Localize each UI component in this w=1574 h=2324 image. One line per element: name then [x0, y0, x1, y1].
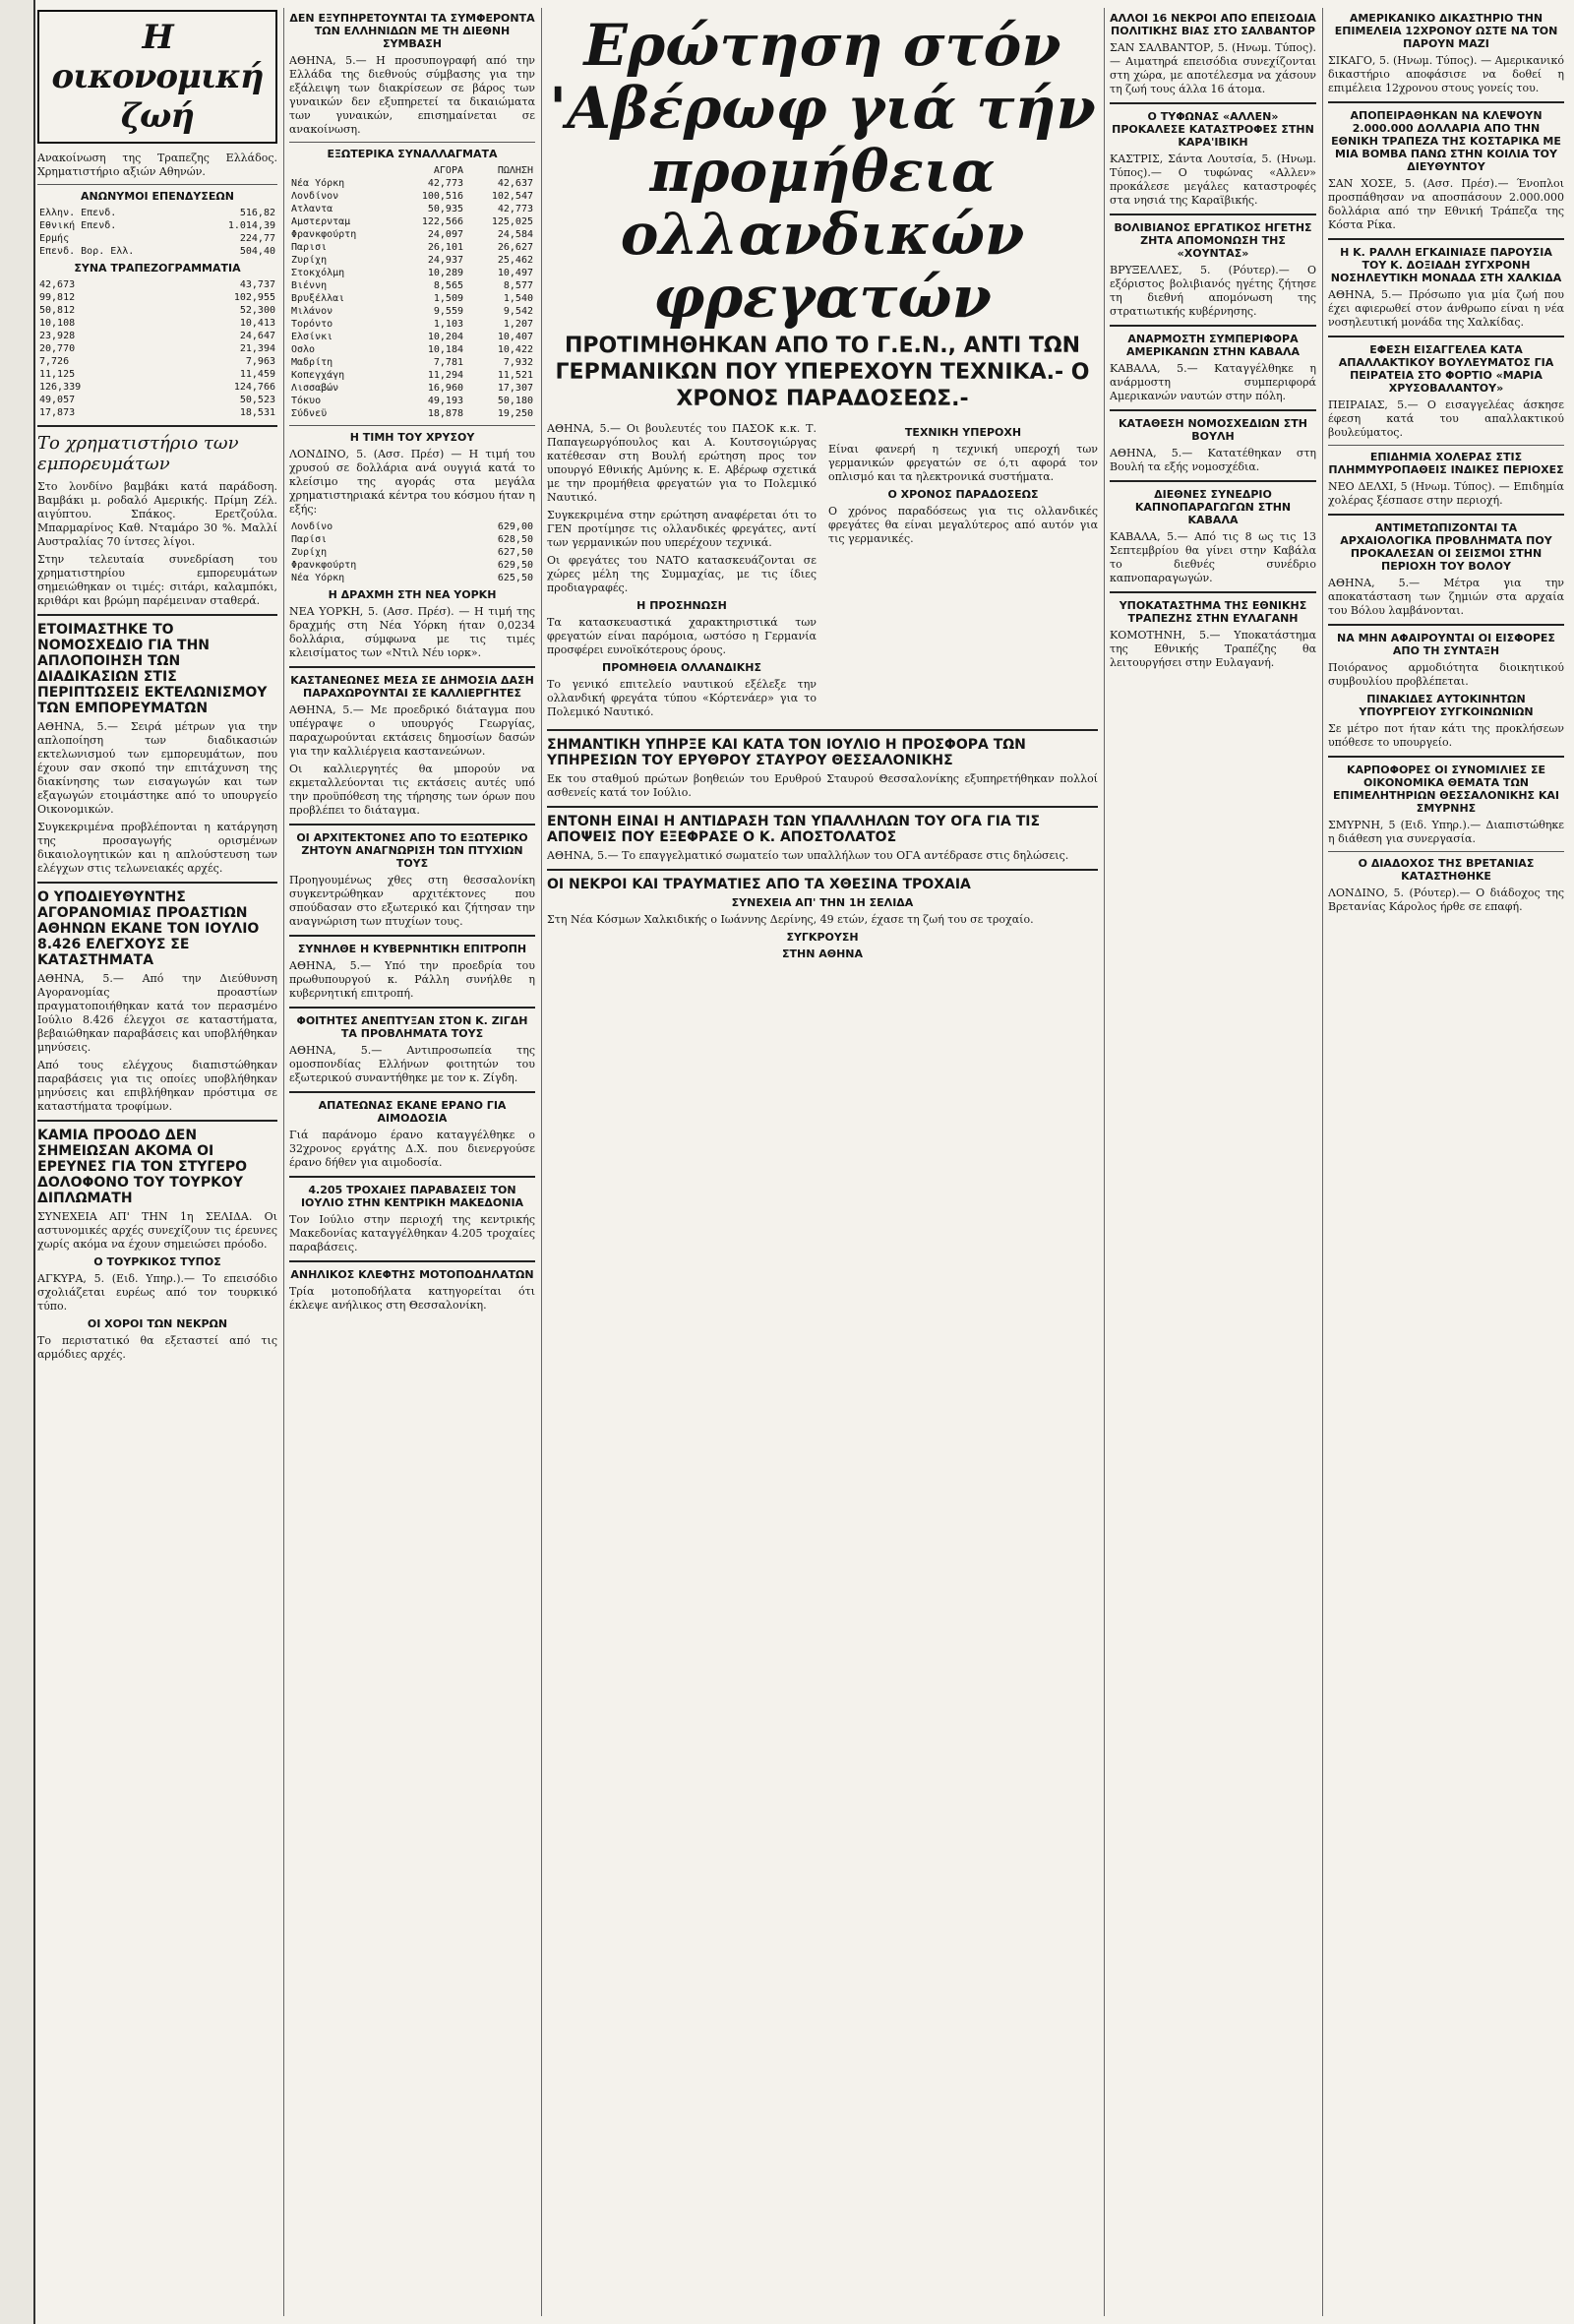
rate-name: Ζυρίχη: [291, 255, 328, 266]
main-subheadline: ΠΡΟΤΙΜΗΘΗΚΑΝ ΑΠΟ ΤΟ Γ.Ε.Ν., ΑΝΤΙ ΤΩΝ ΓΕΡΜΑΝΙΚΩΝ ΠΟΥ ΥΠΕΡΕΧΟΥΝ ΤΕΧΝΙΚΑ.- Ο ΧΡΟΝΟΣ ΠΑΡΑΔΟΣΕΩΣ.-: [555, 334, 1090, 411]
commodities-title: Το χρηματιστήριο των εμπορευμάτων: [37, 433, 239, 474]
accidents-continuation: ΣΥΝΕΧΕΙΑ ΑΠ' ΤΗΝ 1Η ΣΕΛΙΔΑ: [731, 896, 914, 909]
rate-name: Μιλάνον: [291, 306, 333, 317]
main-s4-title: Ο ΧΡΟΝΟΣ ΠΑΡΑΔΟΣΕΩΣ: [887, 488, 1039, 501]
rate-row: [289, 292, 535, 305]
market-inspections-headline: Ο ΥΠΟΔΙΕΥΘΥΝΤΗΣ ΑΓΟΡΑΝΟΜΙΑΣ ΠΡΟΑΣΤΙΩΝ ΑΘΗΝΩΝ ΕΚΑΝΕ ΤΟΝ ΙΟΥΛΙΟ 8.426 ΕΛΕΓΧΟΥΣ ΣΕ ΚΑΤΑΣΤΗΜΑΤΑ: [37, 889, 260, 968]
main-body-3: Οι φρεγάτες του ΝΑΤΟ κατασκευάζονται σε χώρες μέλη της Συμμαχίας, με τις ίδιες προδιαγραφές.: [547, 554, 817, 594]
rate-buy: 42,773: [427, 178, 463, 189]
newspaper-page: [37, 8, 1564, 2316]
gold-row: [289, 546, 535, 559]
rate-sell: 42,773: [497, 204, 533, 214]
salvador-body: ΣΑΝ ΣΑΛΒΑΝΤΟΡ, 5. (Ηνωμ. Τύπος).— Αιματηρά επεισόδια συνεχίζονται στη χώρα, με αποτέλεσμα να χάσουν τη ζωή τους άλλα 16 άτομα.: [1110, 41, 1316, 95]
rate-name: Λονδίνον: [291, 191, 339, 202]
rate-row: [289, 254, 535, 267]
committee-body: ΑΘΗΝΑ, 5.— Υπό την προεδρία του πρωθυπουργού κ. Ράλλη συνήλθε η κυβερνητική επιτροπή.: [289, 959, 535, 1000]
column-5: [1328, 8, 1564, 2316]
rate-sell: 19,250: [497, 408, 533, 419]
rate-sell: 1,540: [503, 293, 533, 304]
rate-sell: 42,637: [497, 178, 533, 189]
women-convention-headline: ΔΕΝ ΕΞΥΠΗΡΕΤΟΥΝΤΑΙ ΤΑ ΣΥΜΦΕΡΟΝΤΑ ΤΩΝ ΕΛΛΗΝΙΔΩΝ ΜΕ ΤΗ ΔΙΕΘΝΗ ΣΥΜΒΑΣΗ: [289, 12, 535, 50]
prince-body: ΛΟΝΔΙΝΟ, 5. (Ρόυτερ).— Ο διάδοχος της Βρετανίας Κάρολος ήρθε σε επαφή.: [1328, 887, 1564, 913]
gold-city: Ζυρίχη: [291, 547, 328, 558]
market-inspections-body-2: Από τους ελέγχους διαπιστώθηκαν παραβάσεις για τις οποίες υποβλήθηκαν μηνύσεις και επιβλήθηκαν πρόστιμα σε καταστήματα τροφίμων.: [37, 1059, 277, 1113]
rate-buy: 8,565: [433, 280, 463, 291]
rate-row: [289, 279, 535, 292]
rate-name: Λισσαβών: [291, 383, 339, 394]
column-4: [1110, 8, 1316, 2316]
rate-name: Οσλο: [291, 344, 316, 355]
rate-buy: 49,193: [427, 396, 463, 406]
rate-row: [289, 305, 535, 318]
pension-headline: ΝΑ ΜΗΝ ΑΦΑΙΡΟΥΝΤΑΙ ΟΙ ΕΙΣΦΟΡΕΣ ΑΠΟ ΤΗ ΣΥΝΤΑΞΗ: [1337, 632, 1555, 657]
rate-buy: 10,184: [427, 344, 463, 355]
rate-row: [289, 177, 535, 190]
gold-city: Νέα Υόρκη: [291, 573, 345, 583]
stock-table: Ελλην. Επενδ. 516,82 Εθνική Επενδ. 1.014,39 Ερμής 224,77 Επενδ. Βορ. Ελλ. 504,40: [39, 208, 275, 257]
accidents-collision-sub: ΣΥΓΚΡΟΥΣΗ: [786, 931, 859, 944]
kavala-americans-body: ΚΑΒΑΛΑ, 5.— Καταγγέλθηκε η ανάρμοστη συμπεριφορά Αμερικανών ναυτών στην πόλη.: [1110, 362, 1316, 402]
accidents-headline: ΟΙ ΝΕΚΡΟΙ ΚΑΙ ΤΡΑΥΜΑΤΙΕΣ ΑΠΟ ΤΑ ΧΘΕΣΙΝΑ ΤΡΟΧΑΙΑ: [547, 877, 971, 892]
gold-price: 627,50: [497, 547, 533, 558]
main-s1-title: Η ΠΡΟΣΗΝΩΣΗ: [636, 599, 727, 612]
students-body: ΑΘΗΝΑ, 5.— Αντιπροσωπεία της ομοσπονδίας Ελλήνων φοιτητών του εξωτερικού συναντήθηκε με τον κ. Ζίγδη.: [289, 1044, 535, 1084]
rate-name: Κοπεγχάγη: [291, 370, 345, 381]
rate-sell: 102,547: [491, 191, 533, 202]
rate-sell: 125,025: [491, 216, 533, 227]
rate-sell: 7,932: [503, 357, 533, 368]
gold-row: [289, 533, 535, 546]
rate-name: Στοκχόλμη: [291, 268, 345, 278]
rate-row: [289, 318, 535, 331]
volos-headline: ΑΝΤΙΜΕΤΩΠΙΖΟΝΤΑΙ ΤΑ ΑΡΧΑΙΟΛΟΓΙΚΑ ΠΡΟΒΛΗΜΑΤΑ ΠΟΥ ΠΡΟΚΑΛΕΣΑΝ ΟΙ ΣΕΙΣΜΟΙ ΣΤΗΝ ΠΕΡΙΟΧΗ ΤΟΥ ΒΟΛΟΥ: [1340, 521, 1552, 573]
moped-thief-body: Τρία μοτοποδήλατα κατηγορείται ότι έκλεψε ανήλικος στη Θεσσαλονίκη.: [289, 1285, 535, 1312]
plates-headline: ΠΙΝΑΚΙΔΕΣ ΑΥΤΟΚΙΝΗΤΩΝ ΥΠΟΥΡΓΕΙΟΥ ΣΥΓΚΟΙΝΩΝΙΩΝ: [1359, 693, 1534, 718]
bills-body: ΑΘΗΝΑ, 5.— Κατατέθηκαν στη Βουλή τα εξής νομοσχέδια.: [1110, 447, 1316, 473]
rate-sell: 25,462: [497, 255, 533, 266]
women-convention-body: ΑΘΗΝΑ, 5.— Η προσυπογραφή από την Ελλάδα της διεθνούς σύμβασης για την εξάλειψη των διακρίσεων σε βάρος των γυναικών δεν εξυπηρετεί τα δικαιώματα των γυναικών, επισημαίνεται σε ανακοίνωση.: [289, 54, 535, 136]
rate-buy: 122,566: [421, 216, 463, 227]
moped-thief-headline: ΑΝΗΛΙΚΟΣ ΚΛΕΦΤΗΣ ΜΟΤΟΠΟΔΗΛΑΤΩΝ: [290, 1268, 534, 1281]
rate-name: Μαδρίτη: [291, 357, 333, 368]
main-s2-title: ΠΡΟΜΗΘΕΙΑ ΟΛΛΑΝΔΙΚΗΣ: [601, 661, 762, 674]
rate-buy: 24,937: [427, 255, 463, 266]
gold-intro: ΛΟΝΔΙΝΟ, 5. (Ασσ. Πρέσ) — Η τιμή του χρυσού σε δολλάρια ανά ουγγιά κατά το κλείσιμο της αγοράς στα μεγάλα χρηματιστηριακά κέντρα του κόσμου ήταν η εξής:: [289, 448, 535, 516]
chestnut-body: ΑΘΗΝΑ, 5.— Με προεδρικό διάταγμα που υπέγραψε ο υπουργός Γεωργίας, παραχωρούνται εκτάσεις δημοσίων δασών για την καλλιέργεια καστανεώνων.: [289, 703, 535, 758]
stock-intro: Ανακοίνωση της Τραπεζης Ελλάδος. Χρηματιστήριο αξιών Αθηνών.: [37, 152, 277, 178]
accidents-body: Στη Νέα Κόσμων Χαλκιδικής ο Ιωάννης Δερίνης, 49 ετών, έχασε τη ζωή του σε τροχαίο.: [547, 913, 1034, 926]
main-s3-title: ΤΕΧΝΙΚΗ ΥΠΕΡΟΧΗ: [904, 426, 1022, 439]
rate-buy: 26,101: [427, 242, 463, 253]
smyrna-body: ΣΜΥΡΝΗ, 5 (Ειδ. Υπηρ.).— Διαπιστώθηκε η διάθεση για συνεργασία.: [1328, 819, 1564, 845]
customs-body-2: Συγκεκριμένα προβλέπονται η κατάργηση της προσαγωγής ορισμένων δικαιολογητικών και η απλούστευση των ελέγχων στις τελωνειακές αρχές.: [37, 821, 277, 875]
dead-horses-sub: ΟΙ ΧΟΡΟΙ ΤΩΝ ΝΕΚΡΩΝ: [87, 1317, 228, 1330]
rate-buy: 9,559: [433, 306, 463, 317]
rate-sell: 26,627: [497, 242, 533, 253]
smyrna-headline: ΚΑΡΠΟΦΟΡΕΣ ΟΙ ΣΥΝΟΜΙΛΙΕΣ ΣΕ ΟΙΚΟΝΟΜΙΚΑ ΘΕΜΑΤΑ ΤΩΝ ΕΠΙΜΕΛΗΤΗΡΙΩΝ ΘΕΣΣΑΛΟΝΙΚΗΣ ΚΑΙ ΣΜΥΡΝΗΣ: [1332, 764, 1560, 815]
rate-sell: 10,497: [497, 268, 533, 278]
stock-capital-header: ΑΝΩΝΥΜΟΙ ΕΠΕΝΔΥΣΕΩΝ: [81, 190, 234, 203]
drachma-body: ΝΕΑ ΥΟΡΚΗ, 5. (Ασσ. Πρέσ). — Η τιμή της δραχμής στη Νέα Υόρκη ήταν 0,0234 δολλάρια, σύμφωνα με τις τιμές κλεισίματος των «Ντιλ Νέυ ιορκ».: [289, 605, 535, 659]
rate-buy: 10,204: [427, 332, 463, 342]
bolivia-headline: ΒΟΛΙΒΙΑΝΟΣ ΕΡΓΑΤΙΚΟΣ ΗΓΕΤΗΣ ΖΗΤΑ ΑΠΟΜΟΝΩΣΗ ΤΗΣ «ΧΟΥΝΤΑΣ»: [1114, 221, 1312, 260]
rate-name: Φρανκφούρτη: [291, 229, 357, 240]
gold-row: [289, 520, 535, 533]
rate-sell: 10,407: [497, 332, 533, 342]
main-s2-body: Το γενικό επιτελείο ναυτικού εξέλεξε την ολλανδική φρεγάτα τύπου «Κόρτενάερ» για το Πολεμικό Ναυτικό.: [547, 678, 817, 718]
rate-row: [289, 369, 535, 382]
rate-name: Παρισι: [291, 242, 328, 253]
gold-city: Παρίσι: [291, 534, 328, 545]
rate-sell: 24,584: [497, 229, 533, 240]
rate-name: Αμστερνταμ: [291, 216, 351, 227]
bolivia-body: ΒΡΥΞΕΛΛΕΣ, 5. (Ρόυτερ).— Ο εξόριστος βολιβιανός ηγέτης ζήτησε τη διεθνή απομόνωση της στρατιωτικής κυβέρνησης.: [1110, 264, 1316, 318]
plates-body: Σε μέτρο ποτ ήταν κάτι της προκλήσεων υπόθεσε το υπουργείο.: [1328, 722, 1564, 749]
architects-headline: ΟΙ ΑΡΧΙΤΕΚΤΟΝΕΣ ΑΠΟ ΤΟ ΕΞΩΤΕΡΙΚΟ ΖΗΤΟΥΝ ΑΝΑΓΝΩΡΙΣΗ ΤΩΝ ΠΤΥΧΙΩΝ ΤΟΥΣ: [296, 831, 528, 870]
rate-row: [289, 382, 535, 395]
gold-price: 625,50: [497, 573, 533, 583]
rates-buy-header: ΑΓΟΡΑ: [433, 165, 463, 176]
gold-row: [289, 559, 535, 572]
costa-rica-headline: ΑΠΟΠΕΙΡΑΘΗΚΑΝ ΝΑ ΚΛΕΨΟΥΝ 2.000.000 ΔΟΛΛΑΡΙΑ ΑΠΟ ΤΗΝ ΕΘΝΙΚΗ ΤΡΑΠΕΖΑ ΤΗΣ ΚΟΣΤΑΡΙΚΑ ΜΕ ΜΙΑ ΒΟΜΒΑ ΠΑΝΩ ΣΤΗΝ ΚΟΙΛΙΑ ΤΟΥ ΔΙΕΥΘΥΝΤΟΥ: [1331, 109, 1561, 173]
commodities-body-2: Στην τελευταία συνεδρίαση του χρηματιστηρίου εμπορευμάτων σημειώθηκαν οι τιμές: σιτάρι, καλαμπόκι, κριθάρι και βρώμη παρέμειναν σταθερά.: [37, 553, 277, 607]
chestnut-headline: ΚΑΣΤΑΝΕΩΝΕΣ ΜΕΣΑ ΣΕ ΔΗΜΟΣΙΑ ΔΑΣΗ ΠΑΡΑΧΩΡΟΥΝΤΑΙ ΣΕ ΚΑΛΛΙΕΡΓΗΤΕΣ: [290, 674, 534, 700]
salvador-headline: ΑΛΛΟΙ 16 ΝΕΚΡΟΙ ΑΠΟ ΕΠΕΙΣΟΔΙΑ ΠΟΛΙΤΙΚΗΣ ΒΙΑΣ ΣΤΟ ΣΑΛΒΑΝΤΟΡ: [1110, 12, 1316, 37]
customs-headline: ΕΤΟΙΜΑΣΤΗΚΕ ΤΟ ΝΟΜΟΣΧΕΔΙΟ ΓΙΑ ΤΗΝ ΑΠΛΟΠΟΙΗΣΗ ΤΩΝ ΔΙΑΔΙΚΑΣΙΩΝ ΣΤΙΣ ΠΕΡΙΠΤΩΣΕΙΣ ΕΚΤΕΛΩΝΙΣΜΟΥ ΤΩΝ ΕΜΠΟΡΕΥΜΑΤΩΝ: [37, 622, 268, 716]
rate-buy: 10,289: [427, 268, 463, 278]
red-cross-headline: ΣΗΜΑΝΤΙΚΗ ΥΠΗΡΞΕ ΚΑΙ ΚΑΤΑ ΤΟΝ ΙΟΥΛΙΟ Η ΠΡΟΣΦΟΡΑ ΤΩΝ ΥΠΗΡΕΣΙΩΝ ΤΟΥ ΕΡΥΘΡΟΥ ΣΤΑΥΡΟΥ ΘΕΣΣΑΛΟΝΙΚΗΣ: [547, 737, 1026, 768]
rate-sell: 17,307: [497, 383, 533, 394]
rate-sell: 8,577: [503, 280, 533, 291]
typhoon-headline: Ο ΤΥΦΩΝΑΣ «ΑΛΛΕΝ» ΠΡΟΚΑΛΕΣΕ ΚΑΤΑΣΤΡΟΦΕΣ ΣΤΗΝ ΚΑΡΑ'ΙΒΙΚΗ: [1112, 110, 1314, 149]
gold-price: 628,50: [497, 534, 533, 545]
rate-row: [289, 267, 535, 279]
banknotes-table: 42,673 43,737 99,812 102,955 50,812 52,300 10,108 10,413 23,928 24,647 20,770 21,394 7,726 7,963 11,125 11,459 126,339 124,766 49,057 50,523 17,873 18,531: [39, 279, 275, 418]
students-headline: ΦΟΙΤΗΤΕΣ ΑΝΕΠΤΥΞΑΝ ΣΤΟΝ Κ. ΖΙΓΔΗ ΤΑ ΠΡΟΒΛΗΜΑΤΑ ΤΟΥΣ: [296, 1014, 528, 1040]
rate-name: Βιέννη: [291, 280, 328, 291]
rate-name: Σύδνεϋ: [291, 408, 328, 419]
cholera-headline: ΕΠΙΔΗΜΙΑ ΧΟΛΕΡΑΣ ΣΤΙΣ ΠΛΗΜΜΥΡΟΠΑΘΕΙΣ ΙΝΔΙΚΕΣ ΠΕΡΙΟΧΕΣ: [1328, 451, 1564, 476]
rate-name: Ελσίνκι: [291, 332, 333, 342]
rates-title: ΕΞΩΤΕΡΙΚΑ ΣΥΝΑΛΛΑΓΜΑΤΑ: [327, 148, 498, 160]
column-2: [289, 8, 535, 2316]
diplomat-murder-body: ΣΥΝΕΧΕΙΑ ΑΠ' ΤΗΝ 1η ΣΕΛΙΔΑ. Οι αστυνομικές αρχές συνεχίζουν τις έρευνες χωρίς ακόμα να έχουν σημειώσει πρόοδο.: [37, 1210, 277, 1251]
gold-title: Η ΤΙΜΗ ΤΟΥ ΧΡΥΣΟΥ: [349, 431, 475, 444]
main-story-columns: [547, 422, 1098, 723]
rate-row: [289, 343, 535, 356]
rate-row: [289, 241, 535, 254]
traffic-headline: 4.205 ΤΡΟΧΑΙΕΣ ΠΑΡΑΒΑΣΕΙΣ ΤΟΝ ΙΟΥΛΙΟ ΣΤΗΝ ΚΕΝΤΡΙΚΗ ΜΑΚΕΔΟΝΙΑ: [300, 1184, 524, 1209]
typhoon-body: ΚΑΣΤΡΙΣ, Σάντα Λουτσία, 5. (Ηνωμ. Τύπος).— Ο τυφώνας «Αλλεν» προκάλεσε μεγάλες καταστροφές στα νησιά της Καραϊβικής.: [1110, 153, 1316, 207]
custody-body: ΣΙΚΑΓΟ, 5. (Ηνωμ. Τύπος). — Αμερικανικό δικαστήριο αποφάσισε να δοθεί η επιμέλεια 12χρονου στους γονείς του.: [1328, 54, 1564, 94]
diplomat-murder-headline: ΚΑΜΙΑ ΠΡΟΟΔΟ ΔΕΝ ΣΗΜΕΙΩΣΑΝ ΑΚΟΜΑ ΟΙ ΕΡΕΥΝΕΣ ΓΙΑ ΤΟΝ ΣΤΥΓΕΡΟ ΔΟΛΟΦΟΝΟ ΤΟΥ ΤΟΥΡΚΟΥ ΔΙΠΛΩΜΑΤΗ: [37, 1128, 248, 1206]
main-story: [547, 8, 1098, 2316]
bank-branch-body: ΚΟΜΟΤΗΝΗ, 5.— Υποκατάστημα της Εθνικής Τραπέζης θα λειτουργήσει στην Ευλαγανή.: [1110, 629, 1316, 669]
column-1: [37, 8, 277, 2316]
turkish-press-sub: Ο ΤΟΥΡΚΙΚΟΣ ΤΥΠΟΣ: [93, 1255, 221, 1268]
kavala-americans-headline: ΑΝΑΡΜΟΣΤΗ ΣΥΜΠΕΡΙΦΟΡΑ ΑΜΕΡΙΚΑΝΩΝ ΣΤΗΝ ΚΑΒΑΛΑ: [1126, 333, 1300, 358]
main-story-col-a: [547, 422, 817, 723]
rate-name: Βρυξέλλαι: [291, 293, 345, 304]
rate-row: [289, 190, 535, 203]
gold-city: Φρανκφούρτη: [291, 560, 357, 571]
rate-name: Ατλαντα: [291, 204, 333, 214]
rate-sell: 10,422: [497, 344, 533, 355]
turkish-press-body: ΑΓΚΥΡΑ, 5. (Ειδ. Υπηρ.).— Το επεισόδιο σχολιάζεται ευρέως από τον τουρκικό τύπο.: [37, 1272, 277, 1313]
section-logo: Η οικονομική ζωή: [37, 10, 277, 144]
gold-city: Λονδίνο: [291, 521, 333, 532]
rate-buy: 18,878: [427, 408, 463, 419]
rate-name: Νέα Υόρκη: [291, 178, 345, 189]
fraudster-body: Γιά παράνομο έρανο καταγγέλθηκε ο 32χρονος εργάτης Δ.Χ. που διενεργούσε έρανο δήθεν για αιμοδοσία.: [289, 1129, 535, 1169]
rate-buy: 1,103: [433, 319, 463, 330]
bills-headline: ΚΑΤΑΘΕΣΗ ΝΟΜΟΣΧΕΔΙΩΝ ΣΤΗ ΒΟΥΛΗ: [1118, 417, 1308, 443]
main-body-1: ΑΘΗΝΑ, 5.— Οι βουλευτές του ΠΑΣΟΚ κ.κ. Τ. Παπαγεωργόπουλος και Α. Κουτσογιώργας κατέθεσαν στη Βουλή ερώτηση προς τον υπουργό Εθνικής Αμύνης κ. Ε. Αβέρωφ σχετικά με την προμήθεια φρεγατών για το Πολεμικό Ναυτικό.: [547, 422, 817, 504]
rate-row: [289, 228, 535, 241]
chalkida-body: ΑΘΗΝΑ, 5.— Πρόσωπο για μία ζωή που έχει αφιερωθεί στον άνθρωπο είναι η νέα νοσηλευτική μονάδα της Χαλκίδας.: [1328, 288, 1564, 329]
left-page-gutter: [0, 0, 35, 2324]
rate-row: [289, 407, 535, 420]
bank-stocks-header: ΣΥΝΑ ΤΡΑΠΕΖΟΓΡΑΜΜΑΤΙΑ: [74, 262, 241, 275]
market-inspections-body: ΑΘΗΝΑ, 5.— Από την Διεύθυνση Αγορανομίας προαστίων πραγματοποιήθηκαν κατά τον περασμένο Ιούλιο 8.426 έλεγχοι σε καταστήματα, βεβαιώθηκαν παραβάσεις και υποβλήθηκαν μηνύσεις.: [37, 972, 277, 1054]
rate-row: [289, 331, 535, 343]
rate-buy: 7,781: [433, 357, 463, 368]
piracy-headline: ΕΦΕΣΗ ΕΙΣΑΓΓΕΛΕΑ ΚΑΤΑ ΑΠΑΛΛΑΚΤΙΚΟΥ ΒΟΥΛΕΥΜΑΤΟΣ ΓΙΑ ΠΕΙΡΑΤΕΙΑ ΣΤΟ ΦΟΡΤΙΟ «ΜΑΡΙΑ ΧΡΥΣΟΒΑΛΑΝΤΟΥ»: [1338, 343, 1554, 395]
rate-buy: 16,960: [427, 383, 463, 394]
dead-horses-body: Το περιστατικό θα εξεταστεί από τις αρμόδιες αρχές.: [37, 1334, 277, 1361]
oga-headline: ΕΝΤΟΝΗ ΕΙΝΑΙ Η ΑΝΤΙΔΡΑΣΗ ΤΩΝ ΥΠΑΛΛΗΛΩΝ ΤΟΥ ΟΓΑ ΓΙΑ ΤΙΣ ΑΠΟΨΕΙΣ ΠΟΥ ΕΞΕΦΡΑΣΕ Ο Κ. ΑΠΟΣΤΟΛΑΤΟΣ: [547, 814, 1041, 845]
costa-rica-body: ΣΑΝ ΧΟΣΕ, 5. (Ασσ. Πρέσ).— Ένοπλοι προσπάθησαν να αποσπάσουν 2.000.000 δολλάρια από την Εθνική Τράπεζα της Κόστα Ρίκα.: [1328, 177, 1564, 231]
bank-branch-headline: ΥΠΟΚΑΤΑΣΤΗΜΑ ΤΗΣ ΕΘΝΙΚΗΣ ΤΡΑΠΕΖΗΣ ΣΤΗΝ ΕΥΛΑΓΑΝΗ: [1119, 599, 1307, 625]
custody-headline: ΑΜΕΡΙΚΑΝΙΚΟ ΔΙΚΑΣΤΗΡΙΟ ΤΗΝ ΕΠΙΜΕΛΕΙΑ 12ΧΡΟΝΟΥ ΩΣΤΕ ΝΑ ΤΟΝ ΠΑΡΟΥΝ ΜΑΖΙ: [1334, 12, 1558, 50]
rate-buy: 24,097: [427, 229, 463, 240]
pension-body: Ποιόρανος αρμοδιότητα διοικητικού συμβουλίου προβλέπεται.: [1328, 661, 1564, 688]
gold-row: [289, 572, 535, 584]
rate-row: [289, 203, 535, 215]
committee-headline: ΣΥΝΗΛΘΕ Η ΚΥΒΕΡΝΗΤΙΚΗ ΕΠΙΤΡΟΠΗ: [297, 943, 527, 955]
prince-headline: Ο ΔΙΑΔΟΧΟΣ ΤΗΣ ΒΡΕΤΑΝΙΑΣ ΚΑΤΑΣΤΗΘΗΚΕ: [1358, 857, 1535, 883]
rate-buy: 50,935: [427, 204, 463, 214]
rate-row: [289, 395, 535, 407]
main-story-col-b: [828, 422, 1098, 723]
drachma-title: Η ΔΡΑΧΜΗ ΣΤΗ ΝΕΑ ΥΟΡΚΗ: [328, 588, 497, 601]
rate-buy: 100,516: [421, 191, 463, 202]
rate-buy: 11,294: [427, 370, 463, 381]
chalkida-headline: Η Κ. ΡΑΛΛΗ ΕΓΚΑΙΝΙΑΣΕ ΠΑΡΟΥΣΙΑ ΤΟΥ Κ. ΔΟΞΙΑΔΗ ΣΥΓΧΡΟΝΗ ΝΟΣΗΛΕΥΤΙΚΗ ΜΟΝΑΔΑ ΣΤΗ ΧΑΛΚΙΔΑ: [1330, 246, 1562, 284]
accidents-athens-sub: ΣΤΗΝ ΑΘΗΝΑ: [781, 948, 864, 960]
volos-body: ΑΘΗΝΑ, 5.— Μέτρα για την αποκατάσταση των ζημιών στα αρχαία του Βόλου λαμβάνονται.: [1328, 577, 1564, 617]
rate-sell: 50,180: [497, 396, 533, 406]
piracy-body: ΠΕΙΡΑΙΑΣ, 5.— Ο εισαγγελέας άσκησε έφεση κατά του απαλλακτικού βουλεύματος.: [1328, 398, 1564, 439]
customs-body: ΑΘΗΝΑ, 5.— Σειρά μέτρων για την απλοποίηση των διαδικασιών εκτελωνισμού των εμπορευμάτων, που έχουν σαν σκοπό την επιτάχυνση της διακίνησης των εισαγωγών και των εξαγωγών ετοιμάστηκε από το υπουργείο Οικονομικών.: [37, 720, 277, 816]
traffic-body: Τον Ιούλιο στην περιοχή της κεντρικής Μακεδονίας καταγγέλθηκαν 4.205 τροχαίες παραβάσεις.: [289, 1213, 535, 1254]
chestnut-body-2: Οι καλλιεργητές θα μπορούν να εκμεταλλεύονται τις εκτάσεις αυτές υπό την προϋπόθεση της τήρησης των όρων που προβλέπει το διάταγμα.: [289, 763, 535, 817]
rate-name: Τόκυο: [291, 396, 322, 406]
fraudster-headline: ΑΠΑΤΕΩΝΑΣ ΕΚΑΝΕ ΕΡΑΝΟ ΓΙΑ ΑΙΜΟΔΟΣΙΑ: [318, 1099, 507, 1125]
gold-price: 629,00: [497, 521, 533, 532]
exchange-rates-table: [289, 164, 535, 420]
oga-body: ΑΘΗΝΑ, 5.— Το επαγγελματικό σωματείο των υπαλλήλων του ΟΓΑ αντέδρασε στις δηλώσεις.: [547, 849, 1069, 862]
commodities-body: Στο λονδίνο βαμβάκι κατά παράδοση. Βαμβάκι μ. ροδαλό Αμερικής. Πρίμη Ζέλ. αιγύπτου. Σπάκος. Ερετζούλα. Μπαρμαρίνος Καθ. Νταμάρο 30 %. Μαλλί Αυστραλίας 70 ίντσες λίγοι.: [37, 480, 277, 548]
rate-row: [289, 356, 535, 369]
gold-price: 629,50: [497, 560, 533, 571]
tobacco-headline: ΔΙΕΘΝΕΣ ΣΥΝΕΔΡΙΟ ΚΑΠΝΟΠΑΡΑΓΩΓΩΝ ΣΤΗΝ ΚΑΒΑΛΑ: [1134, 488, 1292, 526]
main-s3-body: Είναι φανερή η τεχνική υπεροχή των γερμανικών φρεγατών σε ό,τι αφορά τον οπλισμό και τα ηλεκτρονικά συστήματα.: [828, 443, 1098, 483]
rates-sell-header: ΠΩΛΗΣΗ: [497, 165, 533, 176]
rate-sell: 9,542: [503, 306, 533, 317]
tobacco-body: ΚΑΒΑΛΑ, 5.— Από τις 8 ως τις 13 Σεπτεμβρίου θα γίνει στην Καβάλα το διεθνές συνέδριο καπνοπαραγωγών.: [1110, 530, 1316, 584]
rate-sell: 11,521: [497, 370, 533, 381]
cholera-body: ΝΕΟ ΔΕΛΧΙ, 5 (Ηνωμ. Τύπος). — Επιδημία χολέρας ξέσπασε στην περιοχή.: [1328, 480, 1564, 507]
main-s4-body: Ο χρόνος παραδόσεως για τις ολλανδικές φρεγάτες θα είναι μεγαλύτερος από αυτόν για τις γερμανικές.: [828, 505, 1098, 545]
rate-buy: 1,509: [433, 293, 463, 304]
gold-table: [289, 520, 535, 584]
red-cross-body: Εκ του σταθμού πρώτων βοηθειών του Ερυθρού Σταυρού Θεσσαλονίκης εξυπηρετήθηκαν πολλοί ασθενείς κατά τον Ιούλιο.: [547, 772, 1098, 799]
rate-sell: 1,207: [503, 319, 533, 330]
rate-row: [289, 215, 535, 228]
main-body-2: Συγκεκριμένα στην ερώτηση αναφέρεται ότι το ΓΕΝ προτίμησε τις ολλανδικές φρεγάτες, αντί των γερμανικών που υπερέχουν τεχνικά.: [547, 509, 817, 549]
main-s1-body: Τα κατασκευαστικά χαρακτηριστικά των φρεγατών είναι παρόμοια, ωστόσο η Γερμανία προσφέρει ευνοϊκότερους όρους.: [547, 616, 817, 656]
main-headline: Ερώτηση στόν 'Αβέρωφ γιά τήν προμήθεια ολλανδικών φρεγατών: [549, 12, 1096, 331]
architects-body: Προηγουμένως χθες στη θεσσαλονίκη συγκεντρώθηκαν αρχιτέκτονες που σπούδασαν στο εξωτερικό και ζήτησαν την αναγνώριση των πτυχίων τους.: [289, 874, 535, 928]
rate-name: Τορόντο: [291, 319, 333, 330]
